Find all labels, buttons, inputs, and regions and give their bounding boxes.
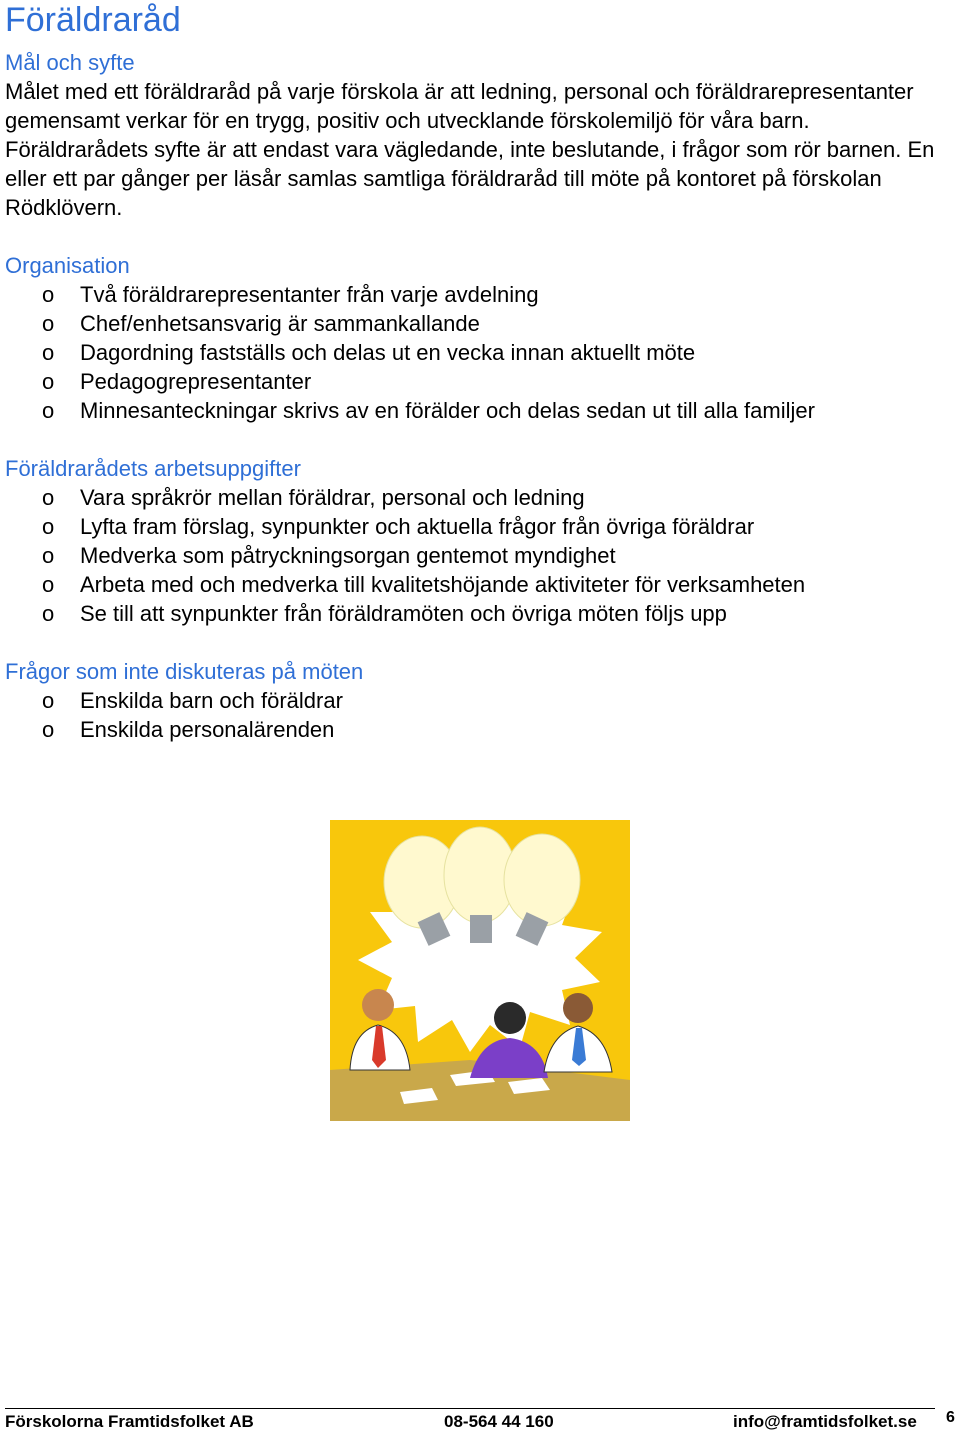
footer-rule	[5, 1408, 935, 1409]
bullet-icon: o	[42, 688, 55, 713]
heading-organisation: Organisation	[5, 253, 130, 278]
bullet-icon: o	[42, 514, 55, 539]
footer-company: Förskolorna Framtidsfolket AB	[5, 1412, 254, 1431]
bullet-icon: o	[42, 601, 55, 626]
bullet-icon: o	[42, 340, 55, 365]
list-item-text: Minnesanteckningar skrivs av en förälder och delas sedan ut till alla familjer	[80, 398, 815, 423]
bullet-icon: o	[42, 282, 55, 307]
list-item-text: Vara språkrör mellan föräldrar, personal och ledning	[80, 485, 585, 510]
bullet-icon: o	[42, 398, 55, 423]
bullet-icon: o	[42, 543, 55, 568]
list-item-text: Enskilda barn och föräldrar	[80, 688, 343, 713]
meeting-lightbulbs-illustration	[330, 820, 630, 1121]
list-item-text: Medverka som påtryckningsorgan gentemot myndighet	[80, 543, 616, 568]
list-item-text: Arbeta med och medverka till kvalitetshöjande aktiviteter för verksamheten	[80, 572, 806, 597]
heading-mal-och-syfte: Mål och syfte	[5, 50, 135, 75]
list-item-text: Lyfta fram förslag, synpunkter och aktuella frågor från övriga föräldrar	[80, 514, 755, 539]
list-item-text: Dagordning fastställs och delas ut en vecka innan aktuellt möte	[80, 340, 696, 365]
list-item-text: Två föräldrarepresentanter från varje avdelning	[80, 282, 539, 307]
page-number: 6	[946, 1409, 955, 1426]
bullet-icon: o	[42, 572, 55, 597]
list-item-text: Se till att synpunkter från föräldramöten och övriga möten följs upp	[80, 601, 727, 626]
bullet-icon: o	[42, 717, 55, 742]
list-item-text: Enskilda personalärenden	[80, 717, 335, 742]
list-item-text: Chef/enhetsansvarig är sammankallande	[80, 311, 480, 336]
paragraph-mal-och-syfte: Målet med ett föräldraråd på varje förskola är att ledning, personal och föräldrarepresentanter gemensamt verkar för en trygg, positiv och utvecklande förskolemiljö för våra barn. Föräldrarådets syfte är att endast vara vägledande, inte beslutande, i frågor som rör barnen. En eller ett par gånger per läsår samlas samtliga föräldraråd till möte på kontoret på förskolan Rödklövern.	[5, 79, 935, 220]
page-title: Föräldraråd	[5, 1, 181, 39]
heading-fragor: Frågor som inte diskuteras på möten	[5, 659, 364, 684]
bullet-icon: o	[42, 311, 55, 336]
heading-arbetsuppgifter: Föräldrarådets arbetsuppgifter	[5, 456, 301, 481]
bullet-icon: o	[42, 369, 55, 394]
bullet-icon: o	[42, 485, 55, 510]
footer-email[interactable]: info@framtidsfolket.se	[733, 1412, 917, 1431]
list-item-text: Pedagogrepresentanter	[80, 369, 312, 394]
footer-phone: 08-564 44 160	[444, 1412, 554, 1431]
